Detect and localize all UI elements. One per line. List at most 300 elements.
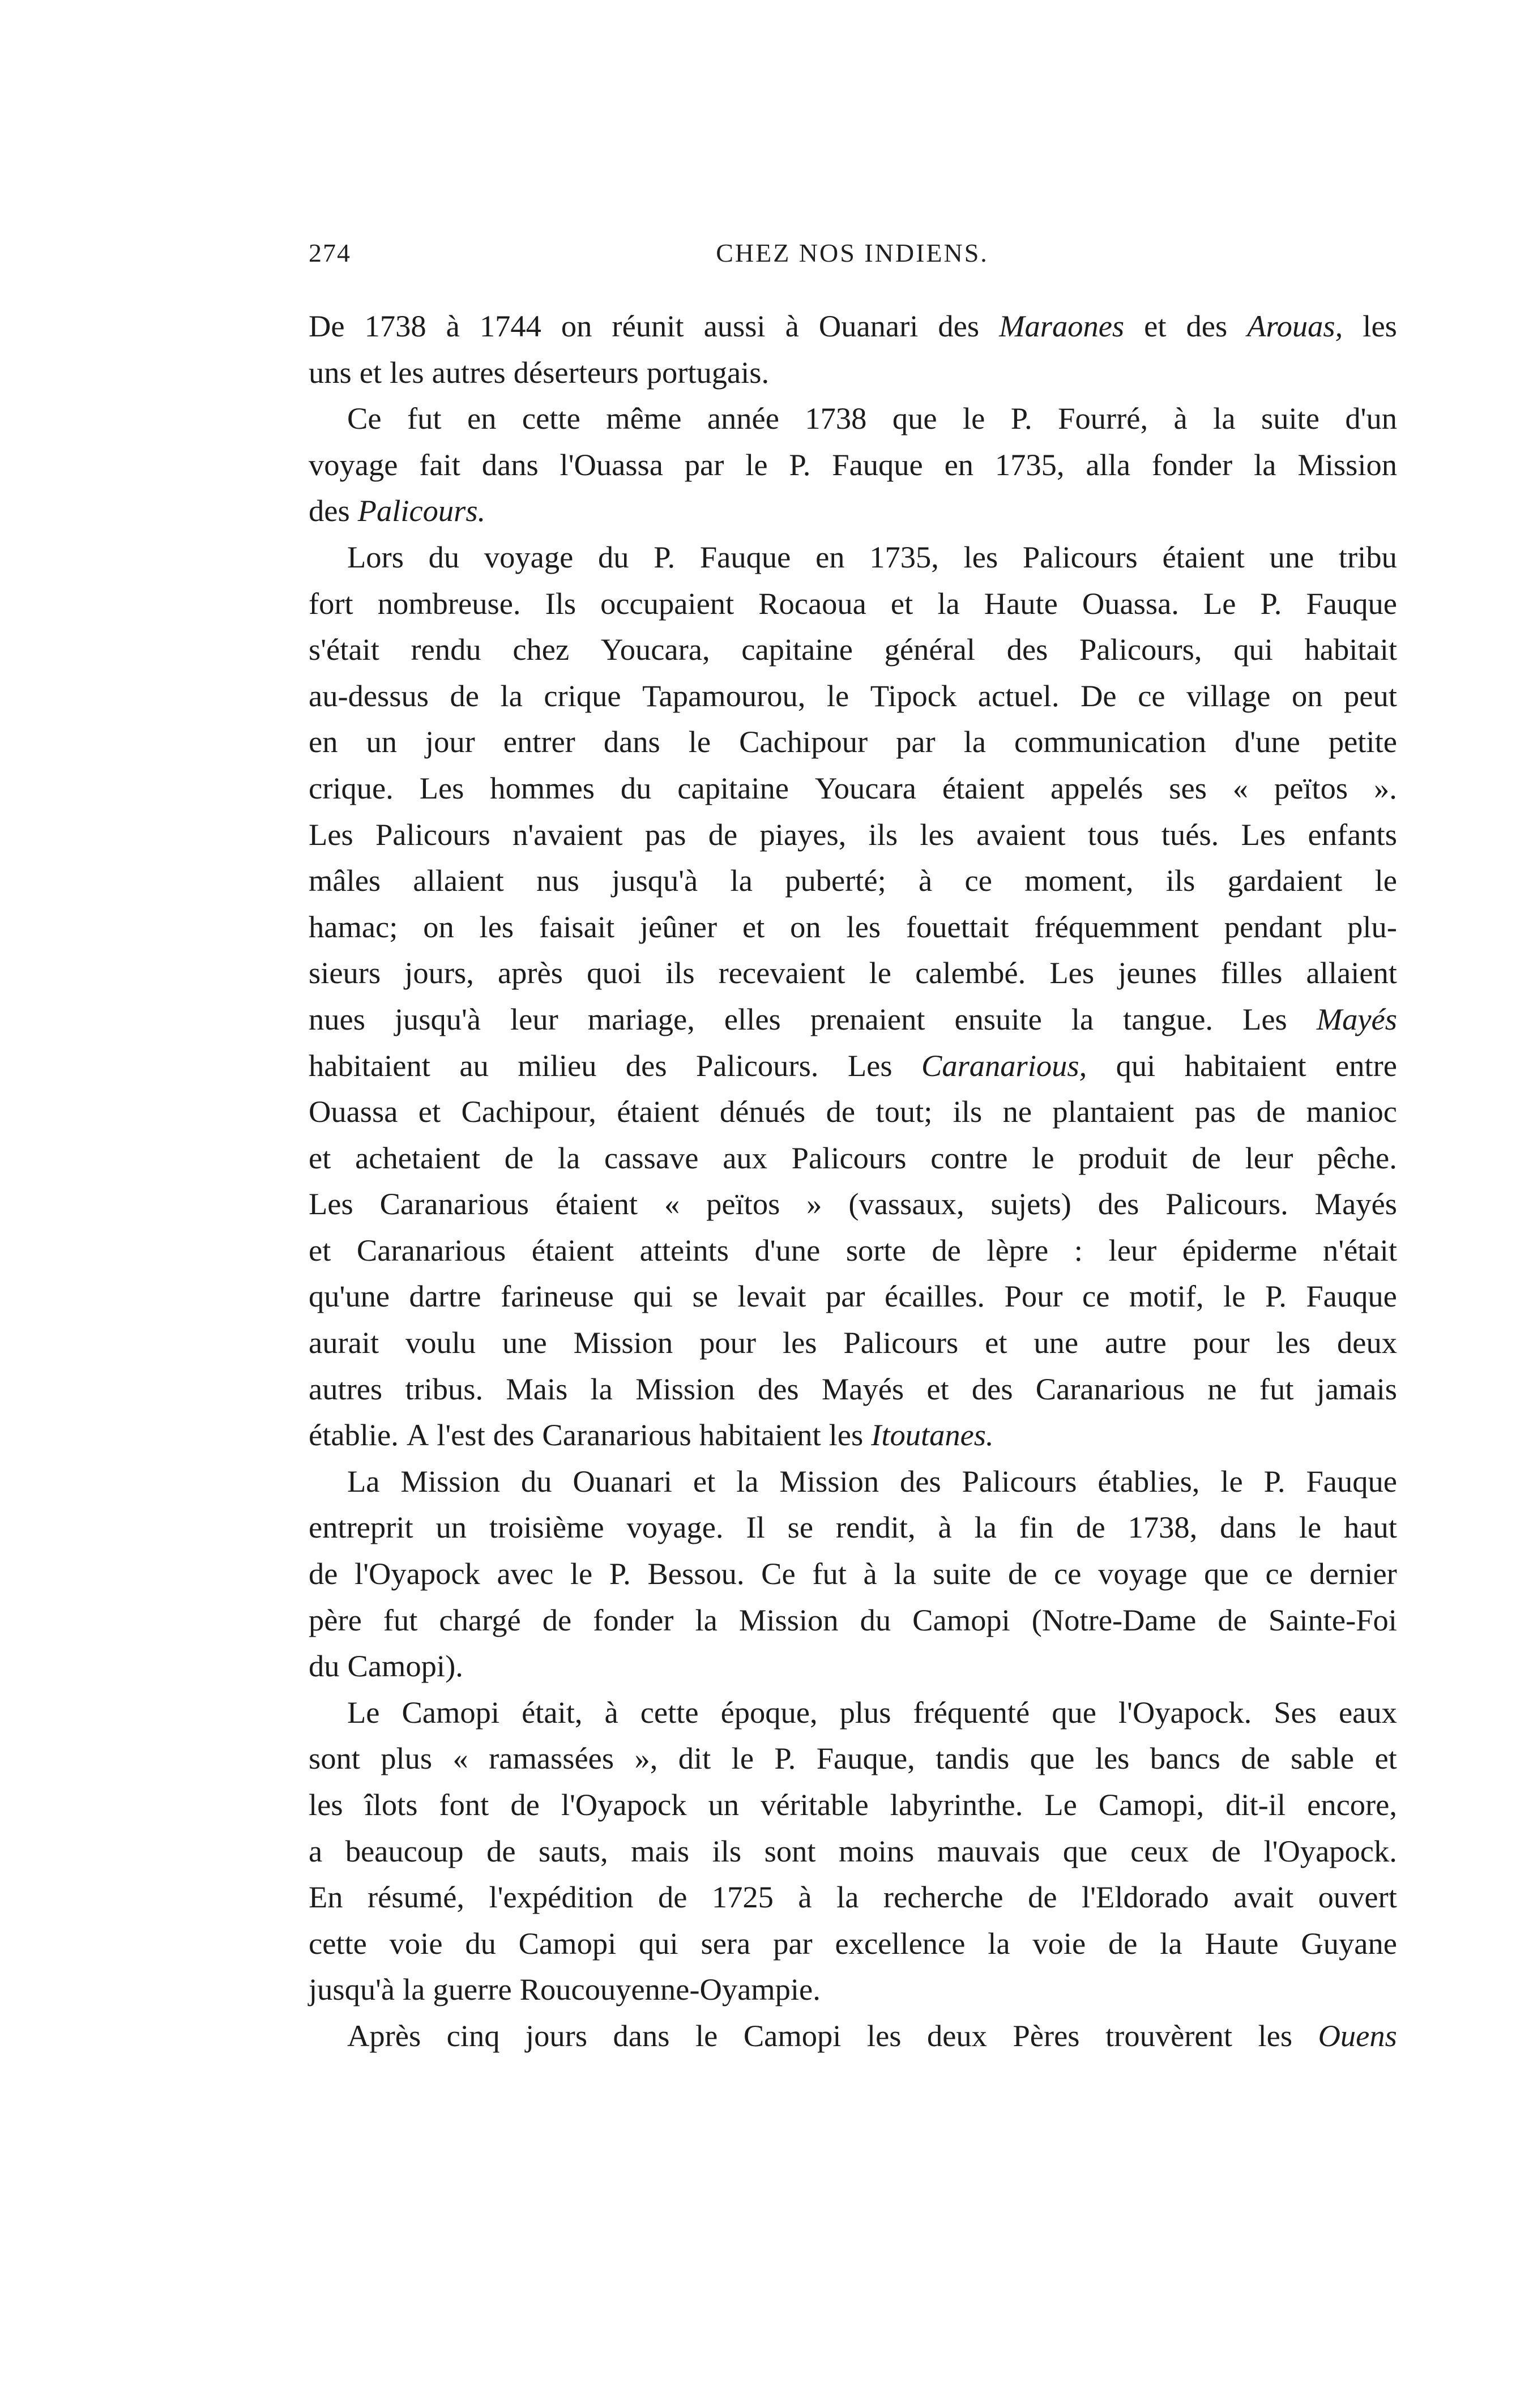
text-line — [309, 1458, 1397, 1505]
word: La — [347, 1463, 380, 1498]
word: Caranarious — [379, 1186, 529, 1222]
word: excellence — [835, 1925, 966, 1961]
text-line — [309, 1320, 1397, 1366]
word: capitaine — [677, 770, 789, 805]
word: le — [1223, 1279, 1246, 1314]
word: fréquenté — [913, 1694, 1030, 1730]
word: Les — [1241, 817, 1286, 852]
word: qu'une — [309, 1279, 390, 1314]
italic-word: Mayés — [1316, 1001, 1397, 1036]
word: Tapamourou, — [642, 678, 806, 713]
word: une — [502, 1325, 547, 1360]
word: allaient — [413, 863, 504, 898]
word: Sainte-Foi — [1268, 1602, 1397, 1637]
word: P. — [654, 539, 676, 574]
word: la — [1254, 447, 1276, 482]
word: Caranarious — [356, 1232, 506, 1267]
word: des — [757, 1371, 799, 1406]
word: sable — [1291, 1741, 1355, 1776]
word: n'était — [1323, 1232, 1397, 1267]
word: qui — [1116, 1048, 1156, 1083]
text-line — [309, 349, 1397, 396]
word: étaient — [555, 1186, 638, 1222]
word: de — [1108, 1925, 1138, 1961]
word: produit — [1078, 1140, 1168, 1175]
word: déserteurs — [513, 355, 639, 390]
text-line — [309, 1504, 1397, 1551]
text-line — [309, 857, 1397, 904]
word: des — [938, 309, 980, 343]
word: village — [1186, 678, 1271, 713]
word: à — [798, 1880, 812, 1915]
word: Youcara — [814, 770, 916, 805]
word: le — [745, 447, 768, 482]
word: faisait — [539, 909, 615, 944]
word: dans — [603, 724, 660, 759]
word: des — [1098, 1186, 1139, 1222]
word: P. — [1010, 401, 1032, 436]
word: Camopi — [912, 1602, 1010, 1637]
word: époque, — [720, 1694, 818, 1730]
word: la — [695, 1602, 718, 1637]
word: à — [919, 863, 933, 898]
word: la — [557, 1140, 580, 1175]
word: et — [418, 1094, 441, 1129]
word: ne — [1002, 1094, 1032, 1129]
word: De — [1081, 678, 1117, 713]
word: du — [860, 1602, 891, 1637]
word: suite — [1261, 401, 1319, 436]
word: entre — [1335, 1048, 1397, 1083]
word: 1738, — [1128, 1510, 1198, 1545]
word: Après — [347, 2018, 421, 2053]
word: que — [1052, 1694, 1096, 1730]
word: voulu — [405, 1325, 476, 1360]
word: dans — [481, 447, 539, 482]
word: moment, — [1024, 863, 1134, 898]
word: plus — [381, 1741, 433, 1776]
word: une — [1269, 539, 1314, 574]
word: Roucouyenne-Oyampie. — [519, 1972, 821, 2007]
word: que — [1062, 1833, 1108, 1868]
word: et — [359, 355, 382, 390]
word: deux — [1337, 1325, 1397, 1360]
word: entrer — [503, 724, 575, 759]
word: troisième — [489, 1510, 604, 1545]
word: « — [452, 1741, 468, 1776]
word: et — [926, 1371, 949, 1406]
text-line — [309, 1227, 1397, 1274]
word: avec — [497, 1556, 554, 1591]
word: du — [428, 539, 460, 574]
word: (vassaux, — [848, 1186, 964, 1222]
word: Mayés — [1314, 1186, 1397, 1222]
word: 1735, — [869, 539, 939, 574]
word: l'Oyapock — [355, 1556, 480, 1591]
word: les — [479, 909, 514, 944]
word: le — [1374, 863, 1397, 898]
word: Fourré, — [1058, 401, 1148, 436]
word: fait — [419, 447, 460, 482]
word: Les — [309, 1186, 353, 1222]
word: pendant — [1224, 909, 1322, 944]
word: qui — [1233, 632, 1273, 667]
word: au — [459, 1048, 489, 1083]
word: Youcara, — [600, 632, 710, 667]
word: Le — [1203, 586, 1236, 621]
word: puberté; — [785, 863, 886, 898]
word: avait — [1233, 1880, 1294, 1915]
word: Mais — [506, 1371, 568, 1406]
word: avaient — [976, 817, 1066, 852]
word: le — [570, 1556, 593, 1591]
word: d'un — [1345, 401, 1397, 436]
word: 1735, — [994, 447, 1065, 482]
word: Il — [746, 1510, 765, 1545]
word: la — [1071, 1001, 1094, 1036]
word: de — [309, 1556, 338, 1591]
word: fut — [383, 1602, 418, 1637]
text-line — [309, 488, 1397, 534]
word: les — [829, 1418, 864, 1453]
word: », — [634, 1741, 658, 1776]
word: 1744 — [479, 309, 541, 343]
word: du — [620, 770, 652, 805]
italic-word: Palicours. — [357, 493, 486, 528]
text-line — [309, 1966, 1397, 2013]
word: de — [450, 678, 479, 713]
word: Lors — [347, 539, 404, 574]
word: ce — [1054, 1556, 1082, 1591]
word: l'Eldorado — [1082, 1880, 1209, 1915]
word: tout; — [876, 1094, 933, 1129]
word: jours, — [404, 955, 474, 990]
word: des — [493, 1418, 535, 1453]
word: de — [932, 1232, 961, 1267]
word: ce — [1138, 678, 1165, 713]
word: du — [521, 1463, 552, 1498]
text-line — [309, 2013, 1397, 2059]
word: l'Oyapock. — [1263, 1833, 1397, 1868]
word: établie. — [309, 1418, 399, 1453]
word: crique — [544, 678, 621, 713]
word: était, — [522, 1694, 583, 1730]
word: Camopi, — [1098, 1787, 1205, 1822]
word: Les — [1242, 1001, 1287, 1036]
word: on — [790, 909, 821, 944]
word: et — [890, 586, 913, 621]
word: nombreuse. — [377, 586, 521, 621]
word: peïtos — [1274, 770, 1348, 805]
word: la — [963, 724, 987, 759]
word: guerre — [433, 1972, 512, 2007]
word: tués. — [1161, 817, 1219, 852]
word: piayes, — [759, 817, 847, 852]
word: autres — [432, 355, 506, 390]
word: et — [1374, 1741, 1397, 1776]
word: fonder — [593, 1602, 674, 1637]
word: tous — [1087, 817, 1139, 852]
word: sieurs — [309, 955, 381, 990]
word: la — [1213, 401, 1236, 436]
word: lèpre — [987, 1232, 1049, 1267]
word: du — [309, 1649, 340, 1684]
word: jeûner — [639, 909, 718, 944]
word: les — [920, 817, 954, 852]
word: un — [435, 1510, 467, 1545]
word: des — [900, 1463, 941, 1498]
word: le — [1032, 1140, 1054, 1175]
word: sorte — [845, 1232, 906, 1267]
word: Mission — [573, 1325, 673, 1360]
word: peïtos — [706, 1186, 780, 1222]
word: P. — [789, 447, 811, 482]
word: pour — [699, 1325, 757, 1360]
word: par — [825, 1279, 865, 1314]
word: aux — [723, 1140, 767, 1175]
word: Palicours — [1022, 539, 1138, 574]
word: et — [1144, 309, 1167, 343]
word: Ils — [545, 586, 576, 621]
text-line — [309, 1643, 1397, 1689]
word: pas — [1194, 1094, 1236, 1129]
word: mâles — [309, 863, 381, 898]
word: voie — [389, 1925, 443, 1961]
word: fort — [309, 586, 353, 621]
word: : — [1074, 1232, 1083, 1267]
word: des — [1186, 309, 1228, 343]
word: tangue. — [1123, 1001, 1214, 1036]
page-number: 274 — [309, 238, 351, 267]
text-line — [309, 673, 1397, 719]
word: « — [1232, 770, 1249, 805]
word: voie — [1032, 1925, 1086, 1961]
word: les — [390, 355, 424, 390]
word: étaient — [617, 1094, 699, 1129]
word: la — [974, 1510, 997, 1545]
word: cette — [309, 1925, 367, 1961]
word: Bessou. — [647, 1556, 745, 1591]
running-head — [309, 238, 1396, 277]
word: ». — [1374, 770, 1397, 805]
word: Mission — [1297, 447, 1397, 482]
word: de — [1007, 1556, 1037, 1591]
word: le — [1299, 1510, 1322, 1545]
word: Palicours. — [695, 1048, 819, 1083]
word: de — [658, 1880, 687, 1915]
word: de — [504, 1140, 534, 1175]
word: le — [1220, 1463, 1243, 1498]
word: étaient — [531, 1232, 614, 1267]
word: la — [836, 1880, 859, 1915]
word: Camopi — [402, 1694, 500, 1730]
text-line — [309, 1088, 1397, 1135]
text-line — [309, 765, 1397, 812]
word: haut — [1344, 1510, 1397, 1545]
word: on — [423, 909, 454, 944]
word: atteints — [639, 1232, 729, 1267]
word: quoi — [587, 955, 642, 990]
word: par — [896, 724, 936, 759]
word: Palicours, — [1079, 632, 1202, 667]
word: par — [773, 1925, 813, 1961]
word: leur — [1245, 1140, 1293, 1175]
text-line — [309, 1874, 1397, 1920]
word: prenaient — [810, 1001, 925, 1036]
word: deux — [926, 2018, 987, 2053]
word: portugais. — [646, 355, 770, 390]
word: le — [695, 2018, 718, 2053]
word: Fauque — [1306, 586, 1397, 621]
word: habitaient — [1184, 1048, 1306, 1083]
word: les — [1258, 2018, 1293, 2053]
word: P. — [609, 1556, 631, 1591]
word: et — [693, 1463, 716, 1498]
word: la — [1160, 1925, 1182, 1961]
word: qui — [639, 1925, 678, 1961]
word: occupaient — [600, 586, 734, 621]
word: à — [938, 1510, 952, 1545]
word: gardaient — [1227, 863, 1343, 898]
word: en — [815, 539, 845, 574]
text-line — [309, 1828, 1397, 1875]
word: dernier — [1309, 1556, 1397, 1591]
word: autre — [1104, 1325, 1167, 1360]
word: Haute — [1205, 1925, 1279, 1961]
word: ramassées — [489, 1741, 614, 1776]
word: Camopi). — [347, 1649, 463, 1684]
word: l'Ouassa — [560, 447, 663, 482]
word: cassave — [604, 1140, 699, 1175]
word: De — [309, 309, 345, 343]
word: résumé, — [368, 1880, 465, 1915]
word: entreprit — [309, 1510, 413, 1545]
word: cette — [640, 1694, 699, 1730]
word: et — [985, 1325, 1007, 1360]
word: Fauque — [832, 447, 923, 482]
word: l'est — [437, 1418, 485, 1453]
word: jamais — [1316, 1371, 1397, 1406]
word: Ce — [347, 401, 382, 436]
text-line — [309, 812, 1397, 858]
word: Palicours. — [1165, 1186, 1288, 1222]
word: » — [806, 1186, 822, 1222]
word: P. — [1263, 1463, 1286, 1498]
word: des — [1006, 632, 1048, 667]
word: motif, — [1129, 1279, 1204, 1314]
word: s'était — [309, 632, 379, 667]
text-line — [309, 395, 1397, 442]
word: que — [1204, 1556, 1249, 1591]
word: fin — [1019, 1510, 1054, 1545]
word: à — [446, 309, 460, 343]
word: sera — [701, 1925, 751, 1961]
word: les — [963, 539, 998, 574]
word: aurait — [309, 1325, 379, 1360]
word: petite — [1328, 724, 1397, 759]
word: enfants — [1308, 817, 1397, 852]
word: milieu — [518, 1048, 597, 1083]
word: véritable — [761, 1787, 869, 1822]
word: P. — [1265, 1279, 1287, 1314]
word: labyrinthe. — [890, 1787, 1023, 1822]
word: des — [625, 1048, 667, 1083]
word: fut — [407, 401, 442, 436]
word: les — [782, 1325, 817, 1360]
word: Le — [1044, 1787, 1077, 1822]
word: contre — [930, 1140, 1008, 1175]
word: 1725 — [711, 1880, 774, 1915]
word: la — [403, 1972, 425, 2007]
word: habitaient — [699, 1418, 821, 1453]
word: en — [309, 724, 338, 759]
word: de — [1028, 1880, 1057, 1915]
word: hamac; — [309, 909, 398, 944]
body-text — [309, 303, 1397, 2059]
text-line — [309, 303, 1397, 349]
word: de — [1076, 1510, 1105, 1545]
word: les — [866, 2018, 902, 2053]
word: capitaine — [741, 632, 853, 667]
word: Caranarious — [1035, 1371, 1185, 1406]
word: général — [884, 632, 976, 667]
text-line — [309, 580, 1397, 627]
word: 1738 — [805, 401, 867, 436]
word: dénués — [719, 1094, 806, 1129]
word: recherche — [883, 1880, 1003, 1915]
word: on — [561, 309, 592, 343]
word: de — [1256, 1094, 1286, 1129]
word: jour — [425, 724, 475, 759]
word: plantaient — [1052, 1094, 1175, 1129]
word: sont — [309, 1741, 360, 1776]
word: les — [1276, 1325, 1311, 1360]
word: ils — [665, 955, 695, 990]
word: n'avaient — [513, 817, 623, 852]
word: moins — [839, 1833, 915, 1868]
running-title: CHEZ NOS INDIENS. — [716, 238, 989, 267]
word: allaient — [1306, 955, 1397, 990]
text-line — [309, 626, 1397, 673]
word: le — [962, 401, 985, 436]
word: d'une — [1235, 724, 1300, 759]
word: à — [863, 1556, 877, 1591]
word: et — [309, 1232, 331, 1267]
word: de — [1218, 1602, 1247, 1637]
word: fouettait — [906, 909, 1009, 944]
word: Palicours — [375, 817, 490, 852]
word: cinq — [446, 2018, 500, 2053]
italic-word: Caranarious, — [921, 1048, 1087, 1083]
word: Les — [309, 817, 353, 852]
word: nus — [536, 863, 579, 898]
word: habitaient — [309, 1048, 430, 1083]
word: établies, — [1098, 1463, 1200, 1498]
text-line — [309, 1043, 1397, 1089]
word: fréquemment — [1034, 909, 1199, 944]
word: Cachipour — [739, 724, 868, 759]
word: à — [1173, 401, 1188, 436]
word: achetaient — [355, 1140, 480, 1175]
word: de — [1241, 1741, 1270, 1776]
word: qui — [633, 1279, 673, 1314]
word: Haute — [984, 586, 1058, 621]
word: Les — [1049, 955, 1095, 990]
word: a — [309, 1833, 323, 1868]
word: la — [730, 863, 753, 898]
word: leur — [510, 1001, 558, 1036]
word: manioc — [1306, 1094, 1397, 1129]
